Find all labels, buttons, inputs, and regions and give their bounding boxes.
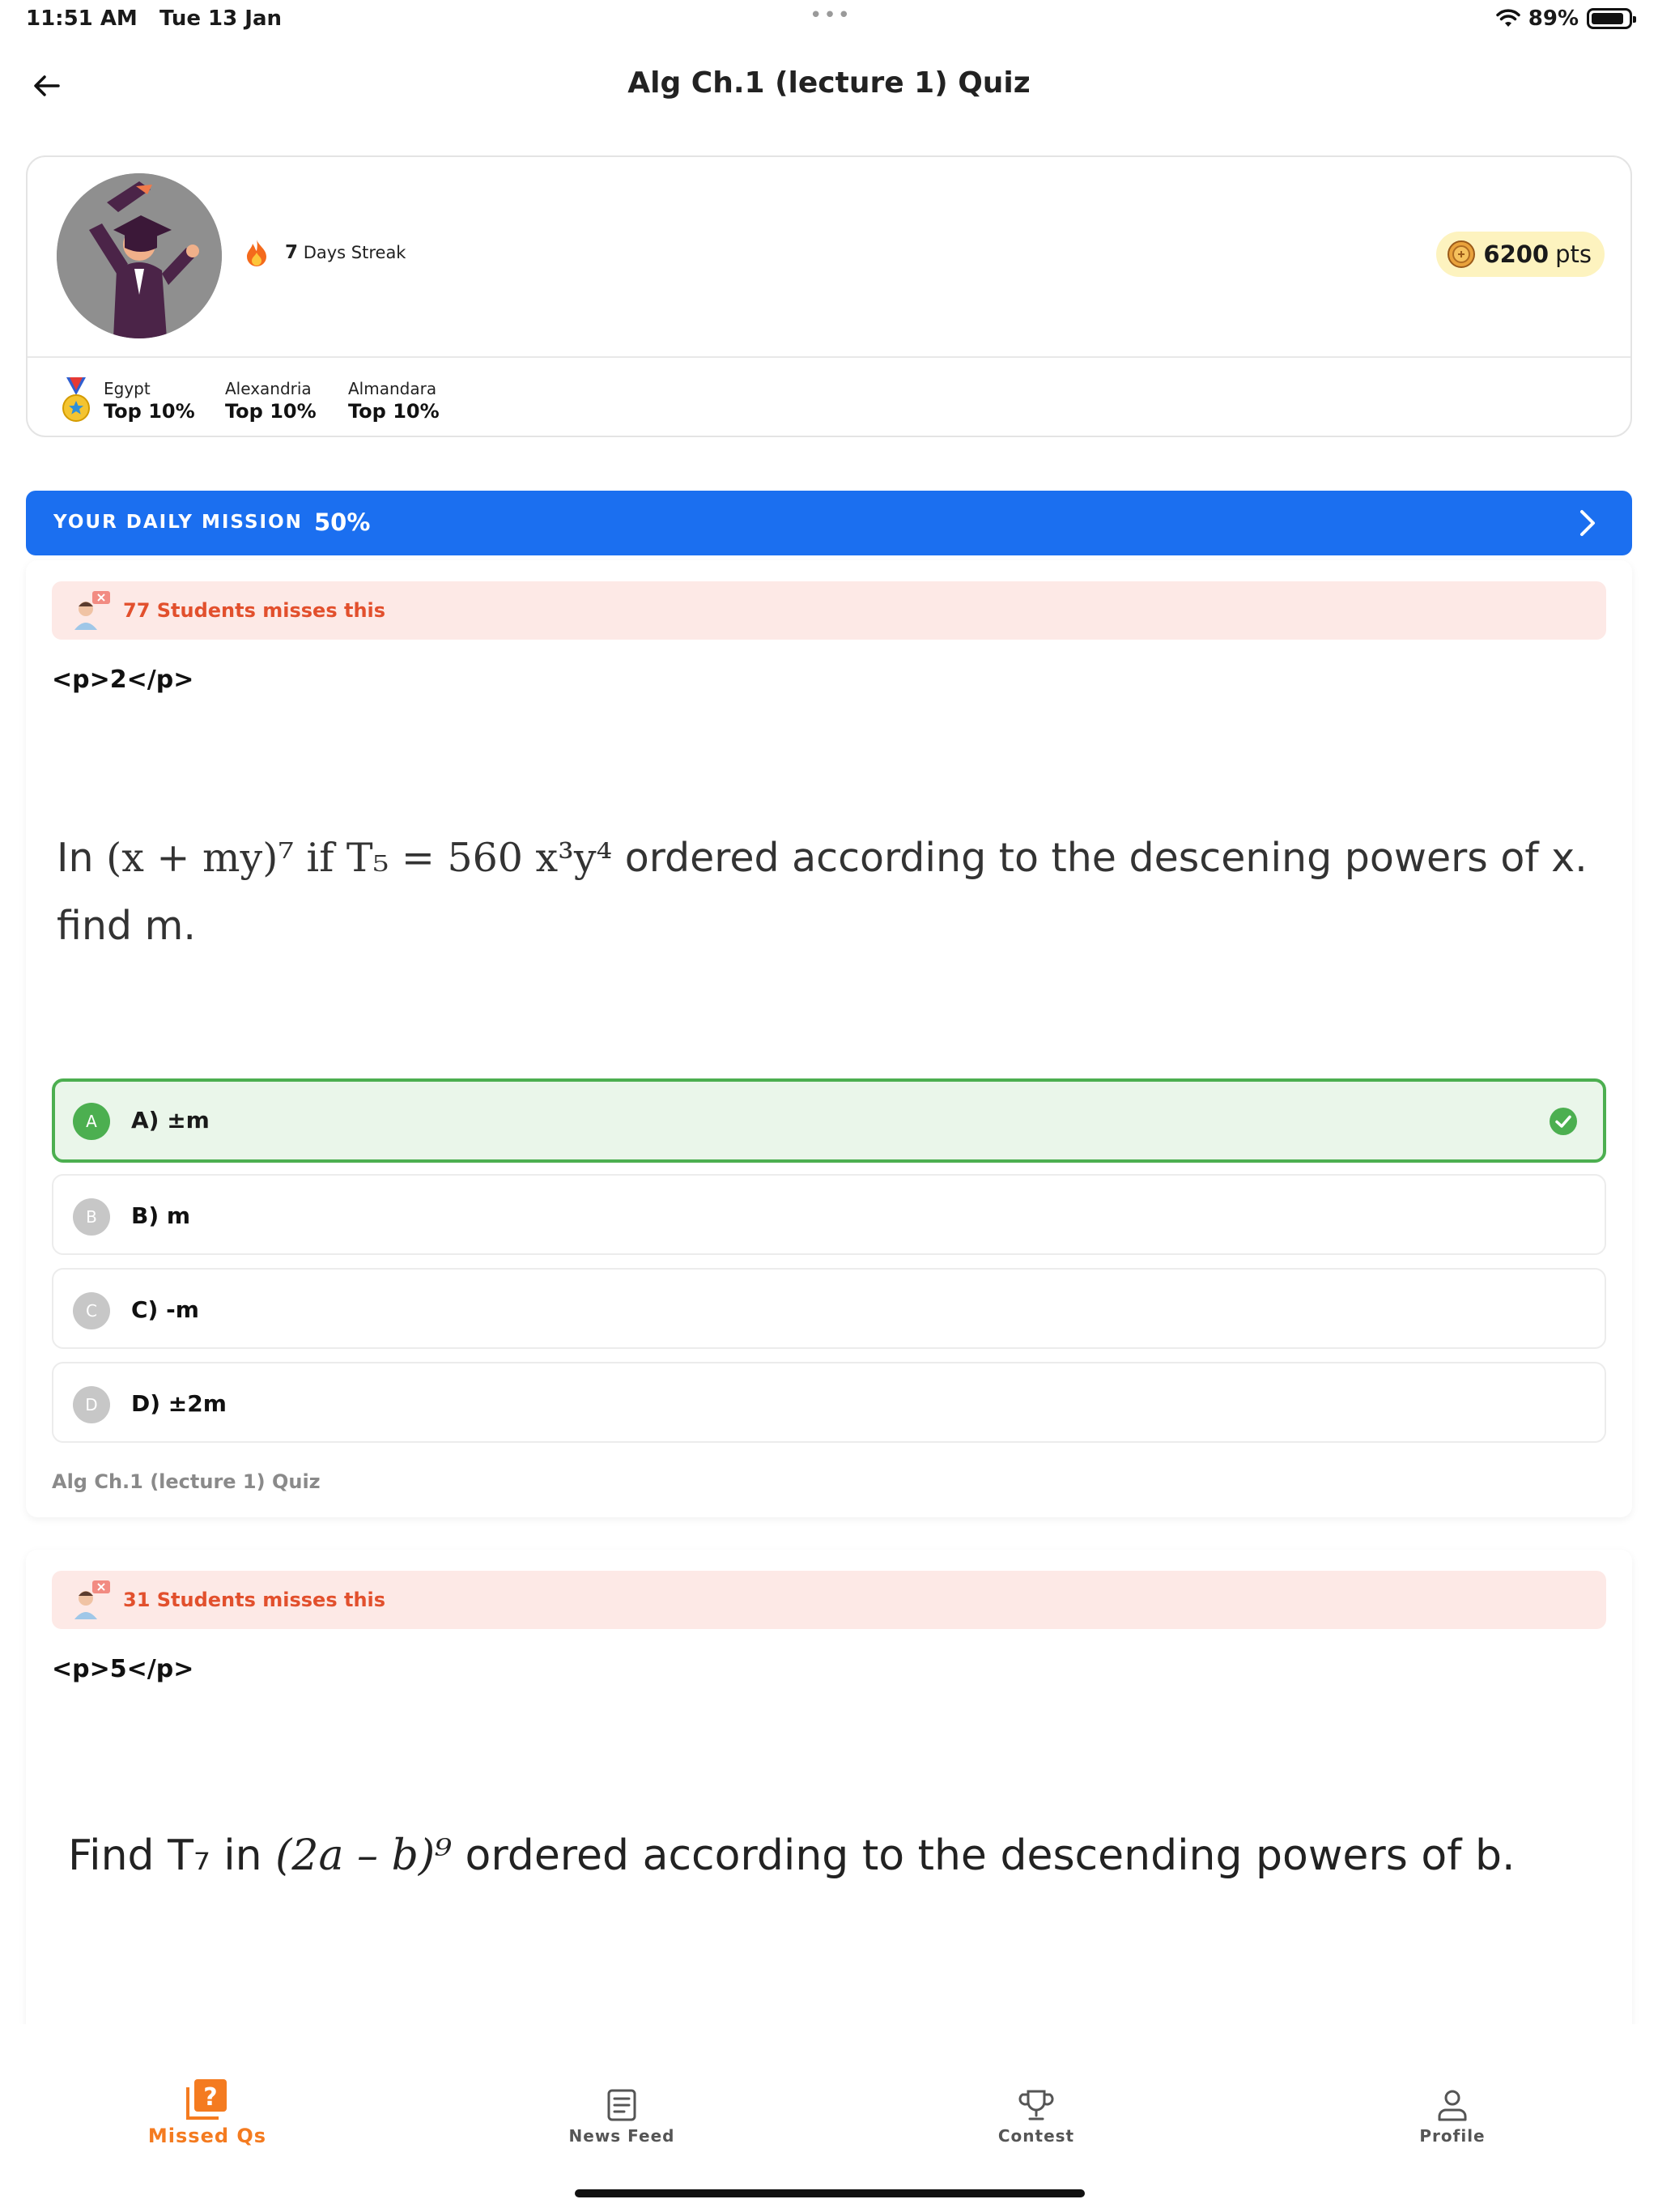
question-text-line: find m. bbox=[57, 903, 196, 949]
status-time bbox=[26, 6, 282, 31]
question-text-prefix: Find T₇ in bbox=[68, 1831, 276, 1880]
coins-icon bbox=[1446, 239, 1477, 270]
status-indicators bbox=[1496, 6, 1632, 31]
option-letter-badge: B bbox=[73, 1198, 110, 1236]
question-math: (x + my)⁷ if T₅ = 560 x³y⁴ bbox=[106, 835, 613, 881]
clock-date: Tue 13 Jan bbox=[159, 6, 283, 31]
battery-level bbox=[1592, 13, 1623, 24]
question-image bbox=[68, 1823, 1622, 1888]
wifi-icon bbox=[1496, 9, 1520, 28]
points-value: 6200 bbox=[1483, 240, 1550, 268]
option-d[interactable] bbox=[52, 1362, 1606, 1443]
medal-icon bbox=[62, 376, 91, 424]
option-letter-badge: A bbox=[73, 1103, 110, 1140]
streak-label: Days Streak bbox=[303, 243, 406, 262]
question-number: <p>2</p> bbox=[52, 666, 194, 694]
nav-label: Missed Qs bbox=[147, 2125, 267, 2147]
question-text-line bbox=[57, 824, 1611, 892]
option-text: B) m bbox=[131, 1202, 191, 1229]
nav-profile[interactable] bbox=[1331, 2024, 1574, 2146]
student-missed-icon bbox=[70, 589, 115, 635]
rank-location: Egypt bbox=[104, 379, 151, 398]
nav-label: Contest bbox=[997, 2126, 1075, 2146]
question-text-suffix: ordered according to the descening powers of x. bbox=[612, 835, 1588, 881]
home-indicator[interactable] bbox=[575, 2189, 1085, 2197]
option-letter-badge: D bbox=[73, 1386, 110, 1423]
option-text: A) ±m bbox=[131, 1107, 210, 1134]
page-title: Alg Ch.1 (lecture 1) Quiz bbox=[627, 66, 1031, 100]
nav-label: News Feed bbox=[568, 2126, 675, 2146]
option-b[interactable] bbox=[52, 1174, 1606, 1255]
rank-value: Top 10% bbox=[348, 400, 440, 423]
profile-icon bbox=[1435, 2087, 1470, 2123]
missed-questions-icon bbox=[185, 2076, 230, 2121]
question-image bbox=[57, 824, 1611, 960]
question-card bbox=[26, 560, 1632, 1517]
option-c[interactable] bbox=[52, 1268, 1606, 1349]
rank-egypt bbox=[104, 379, 195, 423]
rank-location: Alexandria bbox=[225, 379, 312, 398]
streak-count: 7 bbox=[285, 242, 299, 263]
news-feed-icon bbox=[604, 2087, 640, 2123]
option-text: D) ±2m bbox=[131, 1390, 227, 1417]
nav-contest[interactable] bbox=[915, 2024, 1158, 2146]
nav-missed-qs[interactable] bbox=[86, 2024, 329, 2147]
rank-almandara bbox=[348, 379, 440, 423]
svg-text:?: ? bbox=[203, 2083, 218, 2112]
rank-value: Top 10% bbox=[104, 400, 195, 423]
rank-value: Top 10% bbox=[225, 400, 317, 423]
check-circle-icon bbox=[1548, 1106, 1579, 1137]
missed-banner bbox=[52, 1571, 1606, 1629]
option-text: C) -m bbox=[131, 1296, 199, 1323]
points-badge bbox=[1436, 232, 1605, 277]
question-card bbox=[26, 1550, 1632, 2035]
question-number: <p>5</p> bbox=[52, 1655, 194, 1683]
option-a[interactable] bbox=[52, 1078, 1606, 1163]
avatar[interactable] bbox=[57, 173, 222, 338]
clock-time: 11:51 AM bbox=[26, 6, 138, 31]
card-divider bbox=[28, 356, 1630, 358]
trophy-icon bbox=[1018, 2087, 1054, 2123]
nav-news-feed[interactable] bbox=[500, 2024, 743, 2146]
streak-indicator bbox=[244, 238, 406, 267]
option-letter-badge: C bbox=[73, 1292, 110, 1329]
missed-count-text: 31 Students misses this bbox=[123, 1589, 386, 1611]
profile-card bbox=[26, 155, 1632, 437]
bottom-nav bbox=[0, 2024, 1658, 2212]
mission-percent: 50% bbox=[314, 508, 371, 536]
nav-label: Profile bbox=[1419, 2126, 1486, 2146]
multitasking-dots[interactable]: ••• bbox=[810, 3, 852, 28]
status-bar bbox=[0, 0, 1658, 39]
rank-alexandria bbox=[225, 379, 317, 423]
quiz-source-label: Alg Ch.1 (lecture 1) Quiz bbox=[52, 1470, 321, 1493]
mission-label: YOUR DAILY MISSION bbox=[53, 512, 303, 533]
daily-mission-bar[interactable] bbox=[26, 491, 1632, 555]
graduate-illustration bbox=[57, 173, 222, 338]
battery-icon bbox=[1587, 8, 1632, 29]
question-text-prefix: In bbox=[57, 835, 107, 881]
missed-count-text: 77 Students misses this bbox=[123, 599, 386, 622]
question-math: (2a – b)⁹ bbox=[275, 1831, 452, 1880]
chevron-right-icon bbox=[1571, 507, 1603, 539]
points-unit: pts bbox=[1555, 240, 1592, 268]
flame-icon bbox=[244, 238, 269, 267]
streak-text bbox=[285, 242, 406, 263]
question-text-suffix: ordered according to the descending powers of b. bbox=[452, 1831, 1516, 1880]
battery-percent: 89% bbox=[1528, 6, 1579, 31]
rank-location: Almandara bbox=[348, 379, 437, 398]
student-missed-icon bbox=[70, 1579, 115, 1624]
missed-banner bbox=[52, 581, 1606, 640]
